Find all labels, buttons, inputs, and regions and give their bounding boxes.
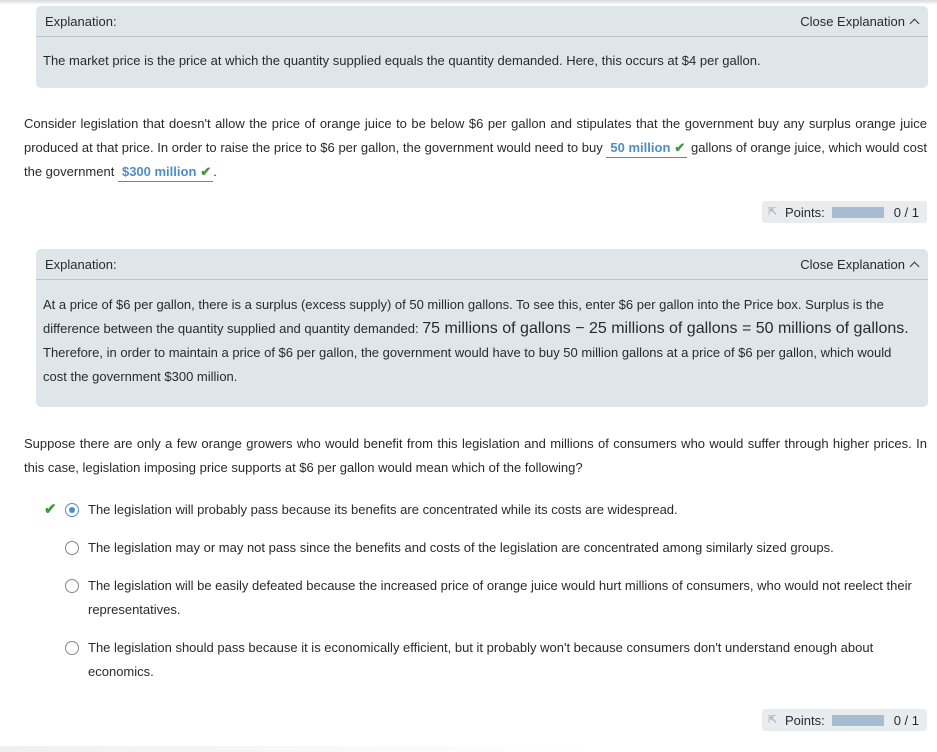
explanation-panel-1 bbox=[36, 6, 928, 88]
points-label: Points: bbox=[785, 713, 825, 728]
answer-cost-value: $300 million bbox=[121, 164, 197, 179]
chevron-up-icon bbox=[910, 19, 920, 29]
question-2-text-b: gallons of orange juice, which would cost the government bbox=[24, 140, 927, 179]
option-1-label[interactable]: The legislation will probably pass because its benefits are concentrated while its costs are widespread. bbox=[88, 502, 678, 517]
answer-blank-cost[interactable] bbox=[118, 163, 213, 182]
arrow-icon: ⇱ bbox=[768, 206, 778, 218]
explanation-body bbox=[43, 293, 918, 389]
option-4-label[interactable]: The legislation should pass because it is economically efficient, but it probably won't because consumers don't understand enough about economics. bbox=[88, 640, 874, 679]
radio-option-2[interactable] bbox=[65, 541, 79, 555]
points-bar bbox=[832, 715, 884, 726]
explanation-text-a: At a price of $6 per gallon, there is a surplus (excess supply) of 50 million gallons. To see this, enter $6 per gallon into the Price box. Surplus is the difference between the quantity supplied and quantity demanded: bbox=[43, 297, 884, 336]
radio-option-4[interactable] bbox=[65, 641, 79, 655]
question-2-text-a: Consider legislation that doesn't allow the price of orange juice to be below $6 per gallon and stipulates that the government buy any surplus orange juice produced at that price. In order to raise the price to $6 per gallon, the government would need to buy bbox=[24, 116, 927, 155]
explanation-text-b: Therefore, in order to maintain a price of $6 per gallon, the government would have to buy 50 million gallons at a price of $6 per gallon, which would cost the government $300 million. bbox=[43, 345, 892, 384]
close-explanation-button[interactable] bbox=[800, 257, 918, 272]
answer-gallons-value: 50 million bbox=[610, 140, 671, 155]
points-label: Points: bbox=[785, 205, 825, 220]
radio-option-3[interactable] bbox=[65, 579, 79, 593]
option-3-label[interactable]: The legislation will be easily defeated because the increased price of orange juice would hurt millions of consumers, who would not reelect their representatives. bbox=[88, 578, 912, 617]
explanation-title: Explanation: bbox=[45, 257, 117, 272]
answer-blank-gallons[interactable] bbox=[606, 139, 687, 158]
explanation-header bbox=[36, 6, 928, 37]
radio-option-1[interactable] bbox=[65, 503, 79, 517]
check-icon: ✔ bbox=[674, 140, 686, 155]
option-2-label[interactable]: The legislation may or may not pass since the benefits and costs of the legislation are concentrated among similarly sized groups. bbox=[88, 540, 834, 555]
question-2 bbox=[24, 112, 927, 184]
points-bar bbox=[832, 207, 884, 218]
question-3: Suppose there are only a few orange growers who would benefit from this legislation and millions of consumers who would suffer through higher prices. In this case, legislation imposing price supports at $6 per gallon would mean which of the following? bbox=[24, 436, 927, 475]
bottom-shadow bbox=[0, 746, 600, 752]
close-explanation-button[interactable] bbox=[800, 14, 918, 29]
close-explanation-label: Close Explanation bbox=[800, 14, 905, 29]
chevron-up-icon bbox=[910, 262, 920, 272]
correct-check-icon: ✔ bbox=[44, 501, 57, 518]
close-explanation-label: Close Explanation bbox=[800, 257, 905, 272]
points-score: 0 / 1 bbox=[893, 713, 919, 728]
points-score: 0 / 1 bbox=[893, 205, 919, 220]
question-2-text-c: . bbox=[213, 164, 217, 179]
explanation-body: The market price is the price at which the quantity supplied equals the quantity demanded. Here, this occurs at $4 per gallon. bbox=[43, 53, 761, 68]
arrow-icon: ⇱ bbox=[768, 714, 778, 726]
explanation-title: Explanation: bbox=[45, 14, 117, 29]
top-shadow bbox=[0, 0, 937, 5]
check-icon: ✔ bbox=[200, 164, 212, 179]
surplus-equation: 75 millions of gallons − 25 millions of gallons = 50 millions of gallons. bbox=[422, 320, 909, 337]
points-indicator-1 bbox=[762, 201, 927, 223]
points-indicator-2 bbox=[762, 709, 927, 731]
explanation-header bbox=[36, 249, 928, 280]
explanation-panel-2 bbox=[36, 249, 928, 407]
